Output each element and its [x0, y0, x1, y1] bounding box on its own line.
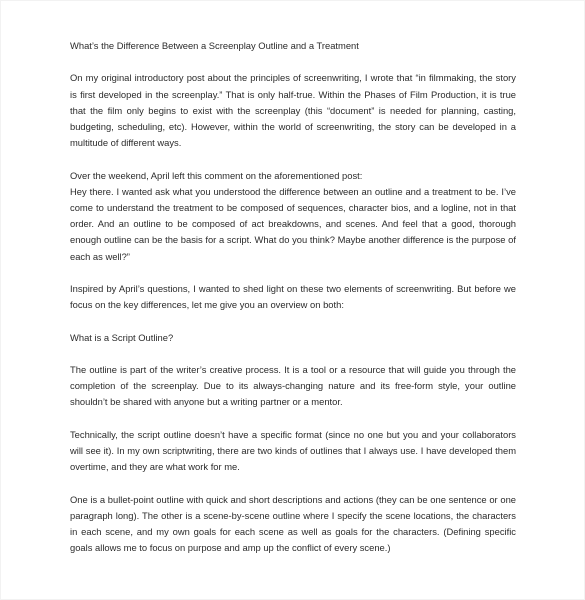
document-title: What’s the Difference Between a Screenplay Outline and a Treatment: [70, 40, 359, 51]
paragraph-gap: [70, 411, 516, 427]
paragraph-gap: [70, 151, 516, 167]
paragraph-gap: [70, 313, 516, 329]
paragraph-gap: [70, 54, 516, 70]
paragraph-outline-part: The outline is part of the writer’s creative process. It is a tool or a resource that will guide you through the completion of the screenplay. Due to its always-changing nature and its free-form style, your outline shouldn’t be shared with anyone but a writing partner or a mentor.: [70, 363, 516, 408]
paragraph-gap: [70, 346, 516, 362]
document-content: [70, 38, 516, 556]
section-heading: What is a Script Outline?: [70, 331, 174, 343]
paragraph-weekend-comment: Over the weekend, April left this comment on the aforementioned post: Hey there. I wanted ask what you understood the difference between an outline and a treatment to be. I’ve come to understand the treatment to be composed of sequences, character bios, and a logline, not in that order. And an outline to be composed of act breakdowns, and scenes. And feel that a good, thorough enough outline can be the basis for a script. What do you think? Maybe another difference is the purpose of each as well?”: [70, 169, 516, 262]
paragraph-inspired: Inspired by April’s questions, I wanted to shed light on these two elements of screenwriting. But before we focus on the key differences, let me give you an overview on both:: [70, 283, 516, 311]
paragraph-bullet-point: One is a bullet-point outline with quick and short descriptions and actions (they can be one sentence or one paragraph long). The other is a scene-by-scene outline where I specify the scene locations, the characters in each scene, and my own goals for each scene as well as goals for the characters. (Defining specific goals allows me to focus on purpose and amp up the conflict of every scene.): [70, 493, 516, 554]
paragraph-gap: [70, 265, 516, 281]
paragraph-intro: On my original introductory post about the principles of screenwriting, I wrote that “in filmmaking, the story is first developed in the screenplay.” That is only half-true. Within the Phases of Film Production, it is true that the film only begins to exist with the screenplay (this “document” is needed for planning, casting, budgeting, scheduling, etc). However, within the world of screenwriting, the story can be developed in a multitude of different ways.: [70, 72, 516, 149]
paragraph-gap: [70, 475, 516, 491]
paragraph-technically: Technically, the script outline doesn’t have a specific format (since no one but you and your collaborators will see it). In my own scriptwriting, there are two kinds of outlines that I always use. I have developed them overtime, and they are what work for me.: [70, 428, 516, 473]
